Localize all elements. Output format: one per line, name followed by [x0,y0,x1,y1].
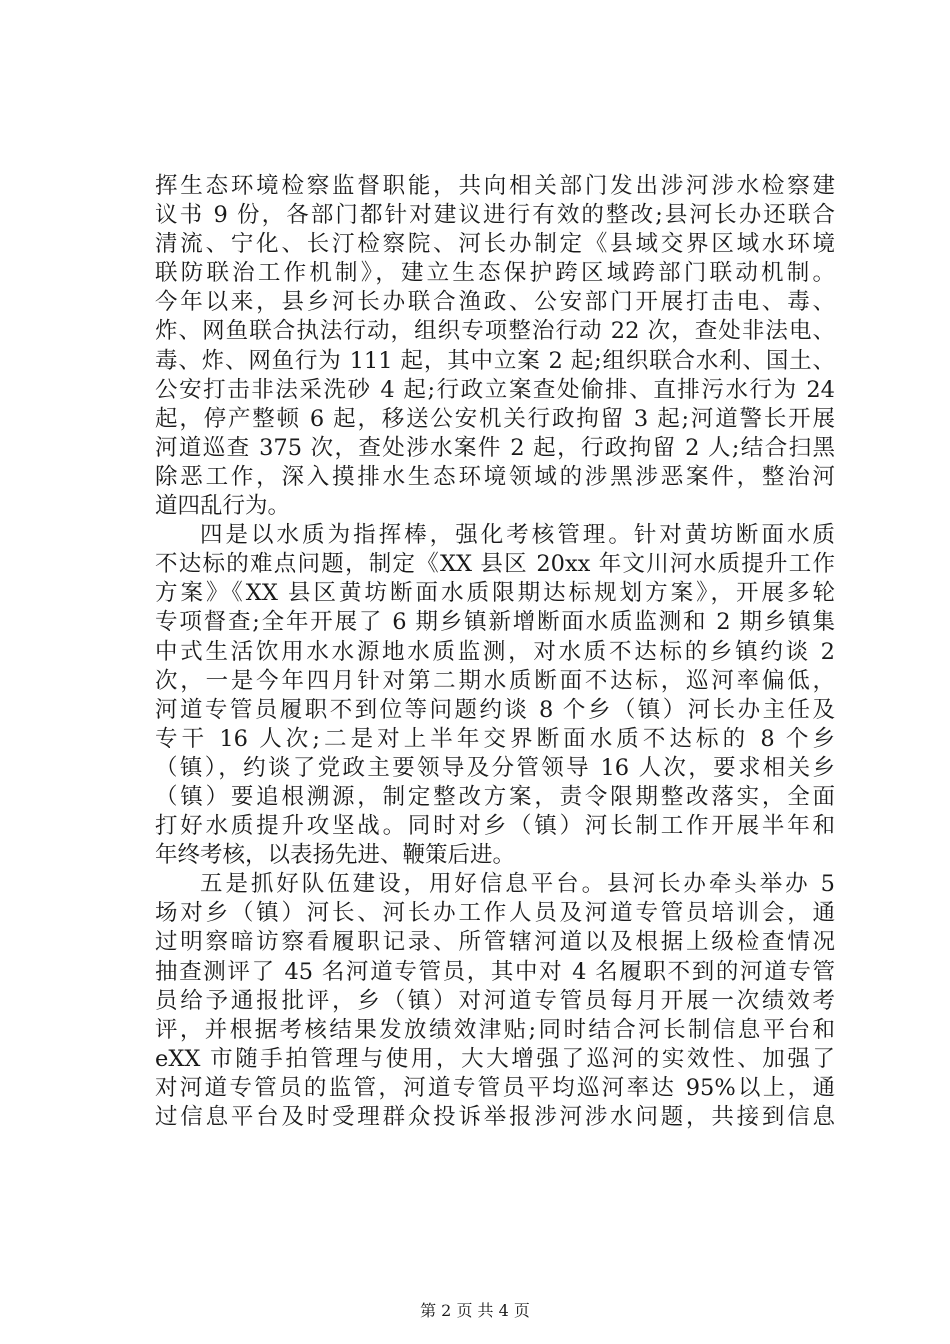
text-line: 对河道专管员的监管，河道专管员平均巡河率达 95%以上，通 [155,1074,835,1101]
paragraph-start-line: 四是以水质为指挥棒，强化考核管理。针对黄坊断面水质 [200,522,835,549]
text-line: 方案》《XX 县区黄坊断面水质限期达标规划方案》，开展多轮 [155,580,835,607]
text-line: 打好水质提升攻坚战。同时对乡（镇）河长制工作开展半年和 [155,813,835,840]
text-line: 过明察暗访察看履职记录、所管辖河道以及根据上级检查情况 [155,929,835,956]
text-line: 专干 16 人次;二是对上半年交界断面水质不达标的 8 个乡 [155,725,835,752]
text-line: 评，并根据考核结果发放绩效津贴;同时结合河长制信息平台和 [155,1016,835,1043]
text-line: 联防联治工作机制》，建立生态保护跨区域跨部门联动机制。 [155,260,835,287]
text-line: 河道专管员履职不到位等问题约谈 8 个乡（镇）河长办主任及 [155,696,835,723]
text-line: 议书 9 份，各部门都针对建议进行有效的整改;县河长办还联合 [155,202,835,229]
page-number-footer: 第 2 页 共 4 页 [420,1301,530,1320]
text-line: 专项督查;全年开展了 6 期乡镇新增断面水质监测和 2 期乡镇集 [155,609,835,636]
text-line: eXX 市随手拍管理与使用，大大增强了巡河的实效性、加强了 [155,1045,835,1072]
text-line: 除恶工作，深入摸排水生态环境领域的涉黑涉恶案件，整治河 [155,463,835,490]
document-body [155,172,835,1132]
text-line: 清流、宁化、长汀检察院、河长办制定《县域交界区域水环境 [155,231,835,258]
text-line: 挥生态环境检察监督职能，共向相关部门发出涉河涉水检察建 [155,173,835,199]
text-line: 河道巡查 375 次，查处涉水案件 2 起，行政拘留 2 人;结合扫黑 [155,434,835,461]
text-line: 道四乱行为。 [155,493,291,520]
text-line: 今年以来，县乡河长办联合渔政、公安部门开展打击电、毒、 [155,289,835,316]
text-line: 不达标的难点问题，制定《XX 县区 20xx 年文川河水质提升工作 [155,551,835,578]
text-line: 起，停产整顿 6 起，移送公安机关行政拘留 3 起;河道警长开展 [155,405,835,432]
text-line: 抽查测评了 45 名河道专管员，其中对 4 名履职不到的河道专管 [155,958,835,985]
text-line: 炸、网鱼联合执法行动，组织专项整治行动 22 次，查处非法电、 [155,318,835,345]
text-line: 员给予通报批评，乡（镇）对河道专管员每月开展一次绩效考 [155,987,835,1014]
text-line: 中式生活饮用水水源地水质监测，对水质不达标的乡镇约谈 2 [155,638,835,665]
text-line: 次，一是今年四月针对第二期水质断面不达标，巡河率偏低， [155,667,835,694]
text-line: （镇）要追根溯源，制定整改方案，责令限期整改落实，全面 [155,783,835,810]
text-line: （镇），约谈了党政主要领导及分管领导 16 人次，要求相关乡 [155,754,835,781]
text-line: 公安打击非法采洗砂 4 起;行政立案查处偷排、直排污水行为 24 [155,376,835,403]
paragraph-start-line: 五是抓好队伍建设，用好信息平台。县河长办牵头举办 5 [200,871,835,898]
text-line: 场对乡（镇）河长、河长办工作人员及河道专管员培训会，通 [155,900,835,927]
text-line: 过信息平台及时受理群众投诉举报涉河涉水问题，共接到信息 [155,1104,835,1130]
text-line: 年终考核，以表扬先进、鞭策后进。 [155,842,516,869]
text-line: 毒、炸、网鱼行为 111 起，其中立案 2 起;组织联合水利、国土、 [155,347,835,374]
